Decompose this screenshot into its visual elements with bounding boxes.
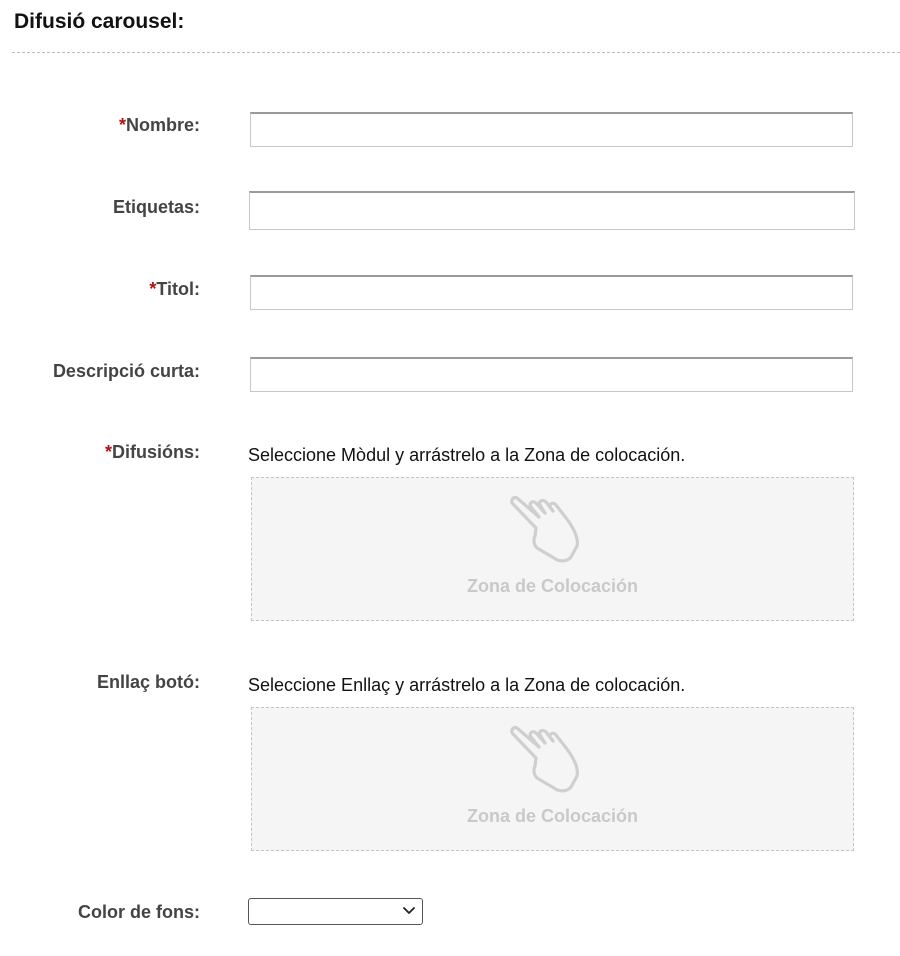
etiquetas-label bbox=[113, 197, 200, 218]
enllac-label-text: Enllaç botó: bbox=[97, 672, 200, 692]
enllac-hint: Seleccione Enllaç y arrástrelo a la Zona de colocación. bbox=[248, 675, 686, 695]
required-mark: * bbox=[104, 442, 112, 462]
descripcio-label-text: Descripció curta: bbox=[52, 361, 200, 381]
enllac-dropzone[interactable] bbox=[251, 707, 854, 851]
titol-label-text: Titol: bbox=[156, 279, 200, 299]
nombre-label-text: Nombre: bbox=[125, 115, 200, 135]
drag-hand-icon bbox=[505, 490, 601, 564]
nombre-label bbox=[119, 115, 200, 136]
descripcio-input[interactable] bbox=[250, 357, 853, 392]
required-mark: * bbox=[118, 115, 126, 135]
etiquetas-input[interactable] bbox=[249, 191, 855, 230]
titol-input[interactable] bbox=[250, 275, 853, 310]
chevron-down-icon bbox=[402, 906, 416, 916]
title-divider bbox=[12, 52, 900, 53]
drag-hand-icon bbox=[505, 720, 601, 794]
difusions-hint: Seleccione Mòdul y arrástrelo a la Zona de colocación. bbox=[248, 445, 686, 465]
color-fons-select[interactable] bbox=[248, 898, 423, 925]
titol-label bbox=[149, 279, 200, 300]
difusions-label-text: Difusións: bbox=[112, 442, 200, 462]
enllac-label bbox=[97, 672, 200, 693]
dropzone-text: Zona de Colocación bbox=[466, 806, 639, 826]
color-fons-label bbox=[78, 902, 200, 923]
required-mark: * bbox=[149, 279, 157, 299]
page-title: Difusió carousel: bbox=[14, 10, 185, 33]
etiquetas-label-text: Etiquetas: bbox=[112, 197, 200, 217]
color-fons-label-text: Color de fons: bbox=[78, 902, 200, 922]
descripcio-label bbox=[53, 361, 200, 382]
nombre-input[interactable] bbox=[250, 112, 853, 147]
difusions-label bbox=[105, 442, 200, 463]
difusions-dropzone[interactable] bbox=[251, 477, 854, 621]
dropzone-text: Zona de Colocación bbox=[466, 576, 639, 596]
